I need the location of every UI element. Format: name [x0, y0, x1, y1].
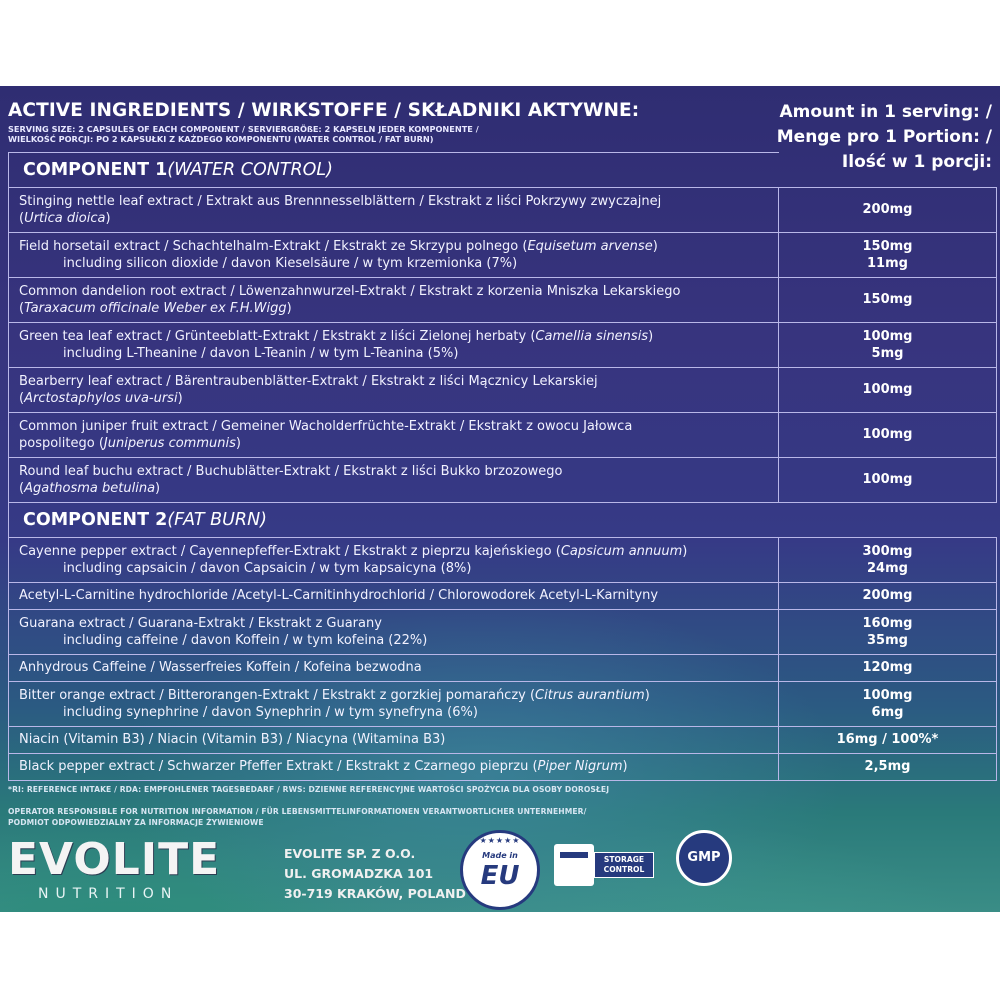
storage-control-badge — [554, 844, 658, 886]
eu-stars-icon: ★★★★★ — [479, 836, 521, 845]
ingredient-amount — [779, 233, 997, 278]
amount-value: 300mg — [862, 543, 913, 559]
amount-value: 100mg — [862, 687, 913, 703]
ingredient-row — [9, 655, 997, 682]
amount-value: 150mg — [862, 292, 913, 308]
ingredient-name — [9, 458, 779, 503]
ingredient-line-1: Bearberry leaf extract / Bärentraubenblätter-Extrakt / Ekstrakt z liści Mącznicy Lekarskiej — [19, 373, 598, 389]
ingredient-line-2: including L-Theanine / davon L-Teanin / w tym L-Teanina (5%) — [63, 346, 459, 361]
ingredient-amount — [779, 188, 997, 233]
ingredient-row — [9, 278, 997, 323]
component1-title — [9, 153, 779, 188]
brand-logo-subtitle: NUTRITION — [38, 886, 179, 902]
amount-value: 2,5mg — [864, 759, 911, 775]
ingredient-name — [9, 233, 779, 278]
ingredient-line-2: including caffeine / davon Koffein / w tym kofeina (22%) — [63, 633, 428, 648]
ingredient-line-1: Common juniper fruit extract / Gemeiner Wacholderfrüchte-Extrakt / Ekstrakt z owocu Jałowca — [19, 418, 633, 434]
ingredient-line-1: Black pepper extract / Schwarzer Pfeffer Extrakt / Ekstrakt z Czarnego pieprzu (Piper Nigrum) — [19, 759, 628, 775]
ingredient-row — [9, 727, 997, 754]
ingredient-amount — [779, 458, 997, 503]
component1-header-row — [9, 153, 997, 188]
ingredient-line-1: Anhydrous Caffeine / Wasserfreies Koffein / Kofeina bezwodna — [19, 660, 422, 676]
ingredient-amount — [779, 655, 997, 682]
operator-note-2: PODMIOT ODPOWIEDZIALNY ZA INFORMACJE ŻYWIENIOWE — [8, 818, 264, 827]
ingredient-row — [9, 368, 997, 413]
ingredient-name — [9, 278, 779, 323]
ingredient-row — [9, 188, 997, 233]
ingredient-row — [9, 610, 997, 655]
ingredient-line-1: Stinging nettle leaf extract / Extrakt aus Brennnesselblättern / Ekstrakt z liści Pokrzywy zwyczajnej — [19, 193, 662, 209]
component1-label: COMPONENT 1 — [23, 160, 168, 180]
ingredient-name — [9, 323, 779, 368]
ingredient-amount — [779, 583, 997, 610]
supplement-label — [0, 86, 1000, 912]
ingredient-row — [9, 458, 997, 503]
component2-header-row — [9, 503, 997, 538]
serving-size-line-2: WIELKOŚĆ PORCJI: PO 2 KAPSUŁKI Z KAŻDEGO KOMPONENTU (WATER CONTROL / FAT BURN) — [8, 134, 434, 144]
ingredient-amount — [779, 682, 997, 727]
storage-box-icon — [554, 844, 594, 886]
ingredient-row — [9, 754, 997, 781]
amount-subvalue: 35mg — [867, 633, 908, 648]
ingredient-line-1: Green tea leaf extract / Grünteeblatt-Extrakt / Ekstrakt z liści Zielonej herbaty (Camellia sinensis) — [19, 328, 654, 344]
ingredient-line-2: (Taraxacum officinale Weber ex F.H.Wigg) — [19, 301, 292, 316]
operator-note-1: OPERATOR RESPONSIBLE FOR NUTRITION INFORMATION / FÜR LEBENSMITTELINFORMATIONEN VERANTWORTLICHER UNTERNEHMER/ — [8, 807, 587, 816]
eu-text: EU — [480, 861, 520, 891]
amount-value: 120mg — [862, 660, 913, 676]
amount-value: 100mg — [862, 427, 913, 443]
component2-title — [9, 503, 779, 538]
serving-size-line-1: SERVING SIZE: 2 CAPSULES OF EACH COMPONENT / SERVIERGRÖßE: 2 KAPSELN JEDER KOMPONENTE / — [8, 124, 479, 134]
ingredient-line-2: pospolitego (Juniperus communis) — [19, 436, 241, 451]
amount-subvalue: 6mg — [871, 705, 904, 720]
ingredient-line-1: Bitter orange extract / Bitterorangen-Extrakt / Ekstrakt z gorzkiej pomarańczy (Citrus aurantium) — [19, 687, 650, 703]
ingredient-line-2: (Urtica dioica) — [19, 211, 111, 226]
storage-control-text: STORAGE CONTROL — [594, 852, 654, 878]
ingredient-name — [9, 754, 779, 781]
ingredient-line-1: Guarana extract / Guarana-Extrakt / Ekstrakt z Guarany — [19, 615, 382, 631]
amount-value: 16mg / 100%* — [836, 732, 939, 748]
ingredient-line-2: (Agathosma betulina) — [19, 481, 161, 496]
ingredient-line-1: Field horsetail extract / Schachtelhalm-Extrakt / Ekstrakt ze Skrzypu polnego (Equisetum arvense) — [19, 238, 658, 254]
ingredient-name — [9, 655, 779, 682]
ingredient-row — [9, 682, 997, 727]
address-line-1: EVOLITE SP. Z O.O. — [284, 846, 416, 861]
amount-value: 100mg — [862, 382, 913, 398]
address-line-2: UL. GROMADZKA 101 — [284, 866, 434, 881]
amount-subvalue: 11mg — [867, 256, 908, 271]
ingredient-name — [9, 538, 779, 583]
amount-header-en: Amount in 1 serving: / — [779, 102, 992, 122]
component2-sublabel: (FAT BURN) — [167, 510, 268, 530]
ingredient-line-1: Acetyl-L-Carnitine hydrochloride /Acetyl-L-Carnitinhydrochlorid / Chlorowodorek Acetyl-L-Karnityny — [19, 588, 659, 604]
made-in-text: Made in — [482, 851, 518, 860]
ingredient-name — [9, 368, 779, 413]
ingredient-amount — [779, 323, 997, 368]
ingredient-amount — [779, 368, 997, 413]
amount-subvalue: 5mg — [871, 346, 904, 361]
ingredients-table — [8, 152, 997, 781]
ingredient-amount — [779, 413, 997, 458]
ingredient-amount — [779, 538, 997, 583]
ingredient-name — [9, 682, 779, 727]
ingredient-amount — [779, 610, 997, 655]
component2-label: COMPONENT 2 — [23, 510, 168, 530]
brand-logo: EVOLITE — [8, 834, 221, 885]
ingredient-row — [9, 583, 997, 610]
amount-value: 100mg — [862, 328, 913, 344]
company-address — [284, 844, 466, 904]
ingredient-line-1: Common dandelion root extract / Löwenzahnwurzel-Extrakt / Ekstrakt z korzenia Mniszka Lekarskiego — [19, 283, 681, 299]
ingredient-line-2: (Arctostaphylos uva-ursi) — [19, 391, 183, 406]
ingredient-amount — [779, 754, 997, 781]
amount-value: 200mg — [862, 588, 913, 604]
ingredient-row — [9, 538, 997, 583]
ingredient-row — [9, 233, 997, 278]
ingredient-line-1: Cayenne pepper extract / Cayennepfeffer-Extrakt / Ekstrakt z pieprzu kajeńskiego (Capsicum annuum) — [19, 543, 688, 559]
ingredient-line-2: including capsaicin / davon Capsaicin / w tym kapsaicyna (8%) — [63, 561, 472, 576]
amount-subvalue: 24mg — [867, 561, 908, 576]
gmp-badge: GMP — [676, 830, 732, 886]
amount-header-de: Menge pro 1 Portion: / — [776, 127, 992, 147]
ingredient-line-2: including silicon dioxide / davon Kieselsäure / w tym krzemionka (7%) — [63, 256, 518, 271]
ri-note: *RI: REFERENCE INTAKE / RDA: EMPFOHLENER TAGESBEDARF / RWS: DZIENNE REFERENCYJNE WARTOŚCI SPOŻYCIA DLA OSOBY DOROSŁEJ — [8, 785, 610, 794]
amount-value: 200mg — [862, 202, 913, 218]
ingredient-amount — [779, 278, 997, 323]
made-in-eu-badge — [460, 830, 540, 910]
ingredient-name — [9, 727, 779, 754]
ingredient-name — [9, 188, 779, 233]
address-line-3: 30-719 KRAKÓW, POLAND — [284, 886, 466, 901]
component1-sublabel: (WATER CONTROL) — [167, 160, 334, 180]
ingredient-amount — [779, 727, 997, 754]
ingredient-row — [9, 323, 997, 368]
ingredient-name — [9, 583, 779, 610]
ingredient-line-2: including synephrine / davon Synephrin / w tym synefryna (6%) — [63, 705, 478, 720]
component1-header-spacer — [779, 153, 997, 188]
amount-value: 100mg — [862, 472, 913, 488]
component2-header-spacer — [779, 503, 997, 538]
ingredient-name — [9, 413, 779, 458]
ingredient-name — [9, 610, 779, 655]
amount-header-pl: Ilość w 1 porcji: — [841, 152, 992, 172]
amount-value: 160mg — [862, 615, 913, 631]
ingredient-line-1: Niacin (Vitamin B3) / Niacin (Vitamin B3) / Niacyna (Witamina B3) — [19, 732, 446, 748]
ingredient-row — [9, 413, 997, 458]
amount-value: 150mg — [862, 238, 913, 254]
ingredients-title: ACTIVE INGREDIENTS / WIRKSTOFFE / SKŁADNIKI AKTYWNE: — [8, 100, 640, 121]
ingredient-line-1: Round leaf buchu extract / Buchublätter-Extrakt / Ekstrakt z liści Bukko brzozowego — [19, 463, 563, 479]
